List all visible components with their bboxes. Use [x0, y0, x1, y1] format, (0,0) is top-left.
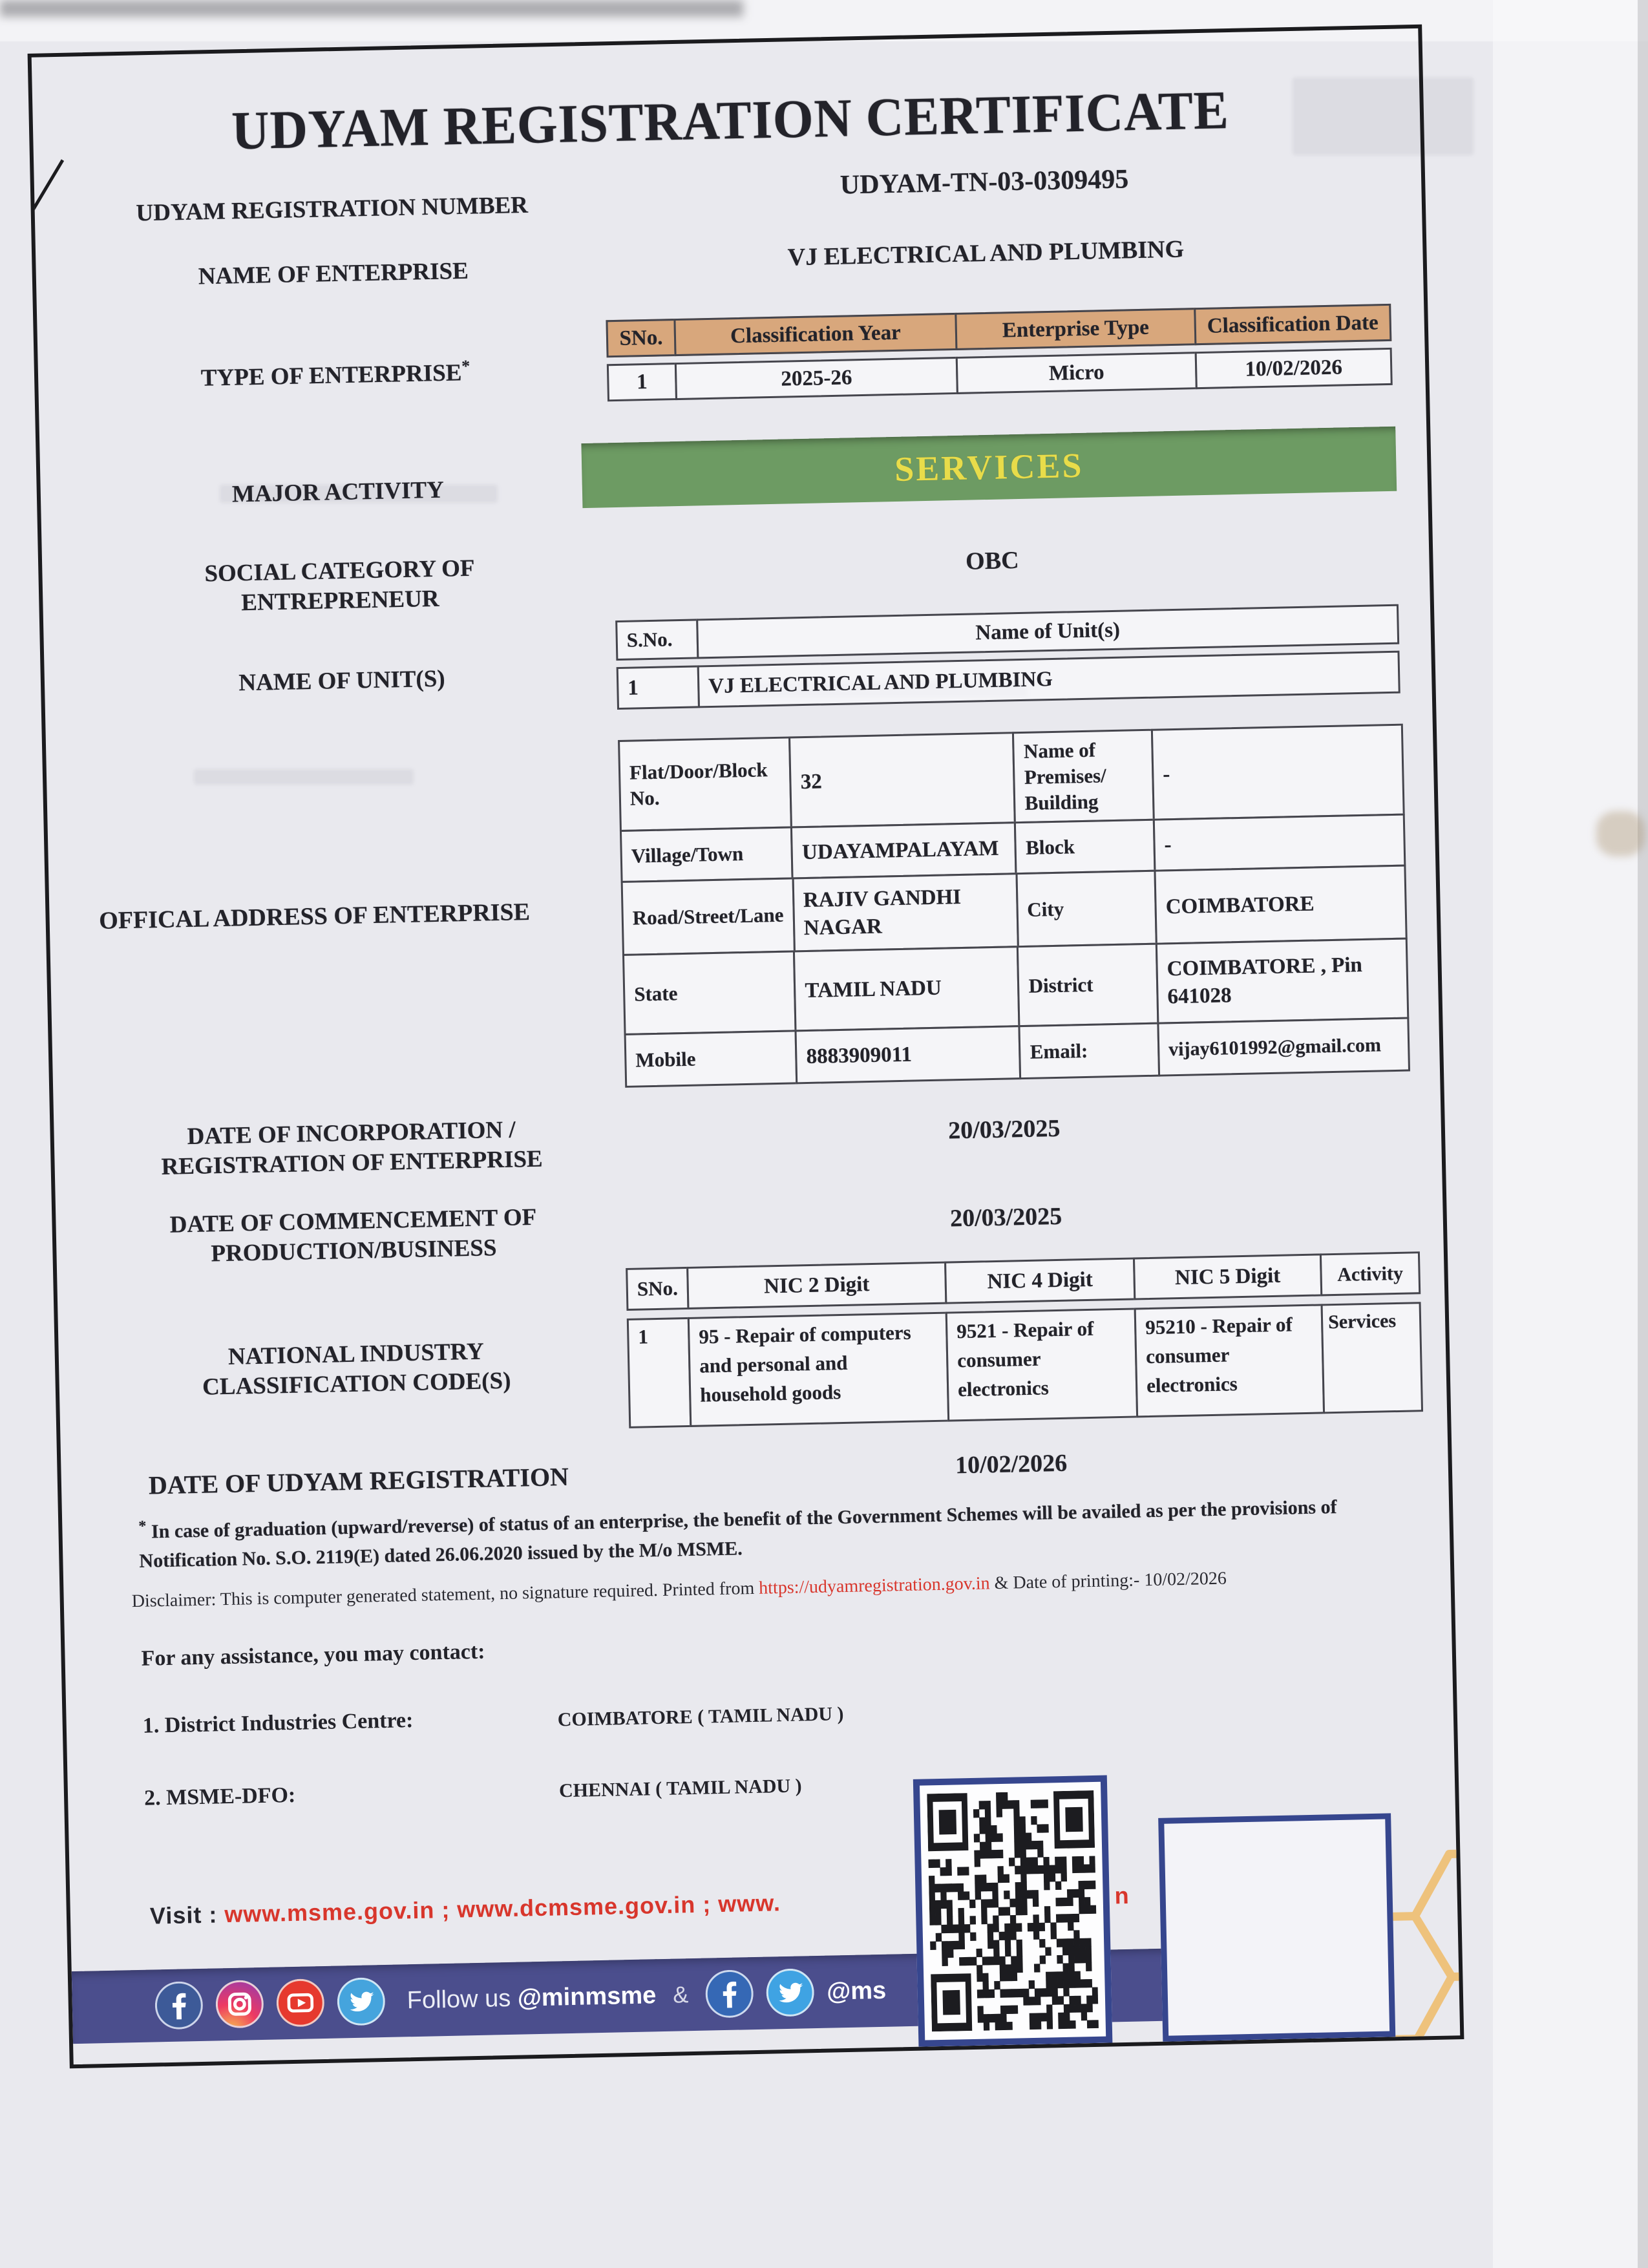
enterprise-name-label: NAME OF ENTERPRISE: [198, 257, 469, 290]
units-cell: VJ ELECTRICAL AND PLUMBING: [697, 651, 1400, 708]
address-field-label: Road/Street/Lane: [621, 877, 796, 956]
units-cell: 1: [617, 665, 700, 710]
classification-table: [606, 304, 1392, 401]
facebook-icon: [704, 1969, 754, 2019]
twitter-icon: [337, 1977, 386, 2026]
follow-us-text: Follow us @minmsme: [407, 1981, 657, 2014]
social-category-label: SOCIAL CATEGORY OF ENTREPRENEUR: [204, 555, 475, 617]
asterisk: *: [461, 356, 470, 376]
major-activity-value: SERVICES: [894, 445, 1084, 489]
udyam-url-link: https://udyamregistration.gov.in: [758, 1573, 990, 1598]
address-field-value: COIMBATORE , Pin 641028: [1156, 938, 1410, 1024]
classification-cell: 2025-26: [675, 357, 958, 400]
address-field-value: 8883909011: [795, 1025, 1022, 1084]
certificate-title: UDYAM REGISTRATION CERTIFICATE: [231, 80, 1230, 162]
empty-stamp-box: [1158, 1813, 1395, 2041]
twitter-icon: [765, 1968, 814, 2017]
nic-cell: 95 - Repair of computers and personal and household goods: [688, 1312, 949, 1427]
address-field-label: Village/Town: [620, 826, 794, 883]
nic-table: [626, 1251, 1425, 1428]
nic-cell: 95210 - Repair of consumer electronics: [1134, 1304, 1325, 1417]
classification-header: SNo.: [606, 319, 676, 357]
nic-header: SNo.: [626, 1267, 689, 1311]
classification-header: Classification Year: [673, 313, 957, 356]
scan-smudge-right: [1596, 811, 1645, 856]
registration-number-value: UDYAM-TN-03-0309495: [840, 164, 1129, 200]
minmsme-handle: @minmsme: [517, 1981, 657, 2012]
assistance-item-label: 2. MSME-DFO:: [143, 1783, 296, 1810]
units-header: Name of Unit(s): [696, 604, 1399, 659]
visit-line: Visit : www.msme.gov.in ; www.dcmsme.gov.in ; www.: [149, 1889, 781, 1929]
qr-code: [927, 1790, 1099, 2031]
pen-mark: [28, 159, 65, 233]
classification-cell: 10/02/2026: [1195, 348, 1393, 389]
udyam-date-value: 10/02/2026: [955, 1449, 1068, 1479]
address-field-value: UDAYAMPALAYAM: [790, 821, 1017, 879]
nic-header: NIC 2 Digit: [686, 1262, 947, 1309]
assistance-item-value: CHENNAI ( TAMIL NADU ): [558, 1775, 802, 1802]
classification-cell: Micro: [956, 352, 1198, 394]
visit-links: www.msme.gov.in ; www.dcmsme.gov.in ; www.: [224, 1889, 781, 1928]
hexagon-decoration: [1388, 1828, 1464, 2046]
address-field-value: vijay6101992@gmail.com: [1157, 1017, 1410, 1076]
incorporation-date-label: DATE OF INCORPORATION / REGISTRATION OF ENTERPRISE: [161, 1116, 544, 1181]
address-field-label: Flat/Door/Block No.: [618, 736, 792, 832]
commencement-date-value: 20/03/2025: [949, 1202, 1062, 1233]
address-table: [618, 724, 1410, 1088]
address-field-label: Email:: [1019, 1023, 1160, 1080]
major-activity-label: MAJOR ACTIVITY: [231, 476, 445, 508]
address-field-label: State: [622, 950, 797, 1035]
ampersand: &: [672, 1981, 689, 2008]
msme-handle-fragment: @ms: [826, 1977, 887, 2006]
registration-number-label: UDYAM REGISTRATION NUMBER: [136, 191, 529, 227]
type-of-enterprise-label: TYPE OF ENTERPRISE*: [200, 356, 470, 392]
assistance-heading: For any assistance, you may contact:: [141, 1639, 485, 1671]
certificate-page: [28, 25, 1464, 2069]
qr-code-frame: [913, 1775, 1113, 2047]
address-field-value: 32: [788, 732, 1016, 828]
nic-label: NATIONAL INDUSTRY CLASSIFICATION CODE(S): [202, 1338, 511, 1401]
nic-cell: Services: [1321, 1302, 1424, 1414]
footnote-star: *: [138, 1518, 147, 1535]
facebook-icon: [154, 1981, 204, 2030]
nic-cell: 1: [627, 1317, 692, 1428]
disclaimer: Disclaimer: This is computer generated statement, no signature required. Printed from https://udyamregistration.gov.in & Date of printing:- 10/02/2026: [131, 1568, 1227, 1612]
address-field-value: RAJIV GANDHI NAGAR: [792, 873, 1019, 952]
assistance-item-label: 1. District Industries Centre:: [142, 1708, 414, 1738]
address-field-label: Mobile: [624, 1030, 798, 1088]
incorporation-date-value: 20/03/2025: [947, 1114, 1061, 1145]
footnote: * In case of graduation (upward/reverse) of status of an enterprise, the benefit of the Government Schemes will be availed as per the provisions of Notification No. S.O. 2119(E) dated 26.06.2020 issued by the M/o MSME.: [138, 1496, 1337, 1572]
address-field-label: Name of Premises/ Building: [1012, 729, 1154, 824]
address-field-value: TAMIL NADU: [793, 946, 1020, 1032]
udyam-date-label: DATE OF UDYAM REGISTRATION: [148, 1461, 569, 1500]
address-field-label: Block: [1014, 819, 1156, 875]
address-field-value: -: [1151, 724, 1405, 821]
classification-cell: 1: [607, 363, 677, 401]
nic-header: Activity: [1320, 1251, 1421, 1296]
address-field-label: City: [1015, 870, 1157, 948]
classification-header: Classification Date: [1194, 304, 1391, 345]
address-label: OFFICAL ADDRESS OF ENTERPRISE: [98, 898, 531, 935]
units-table: [615, 604, 1402, 710]
nic-data-row: [627, 1302, 1425, 1428]
commencement-date-label: DATE OF COMMENCEMENT OF PRODUCTION/BUSINESS: [169, 1203, 537, 1267]
assistance-item-value: COIMBATORE ( TAMIL NADU ): [557, 1703, 844, 1731]
nic-header: NIC 5 Digit: [1133, 1253, 1322, 1300]
services-banner: [581, 427, 1397, 508]
units-header: S.No.: [615, 619, 699, 661]
address-field-value: COIMBATORE: [1154, 865, 1408, 945]
scan-light-band-right: [1493, 0, 1648, 2268]
scan-edge-shadow: [1638, 0, 1648, 2268]
address-field-label: District: [1017, 943, 1159, 1028]
nic-cell: 9521 - Repair of consumer electronics: [945, 1308, 1138, 1421]
units-label: NAME OF UNIT(S): [238, 665, 446, 697]
instagram-icon: [215, 1980, 264, 2029]
address-field-value: -: [1153, 814, 1406, 872]
social-category-value: OBC: [965, 546, 1019, 575]
scan-smudge-top: [0, 0, 743, 17]
classification-header: Enterprise Type: [955, 308, 1196, 350]
enterprise-name-value: VJ ELECTRICAL AND PLUMBING: [787, 235, 1185, 271]
visit-link-tail: n: [1114, 1881, 1130, 1909]
youtube-icon: [276, 1978, 325, 2028]
nic-header: NIC 4 Digit: [944, 1257, 1136, 1304]
